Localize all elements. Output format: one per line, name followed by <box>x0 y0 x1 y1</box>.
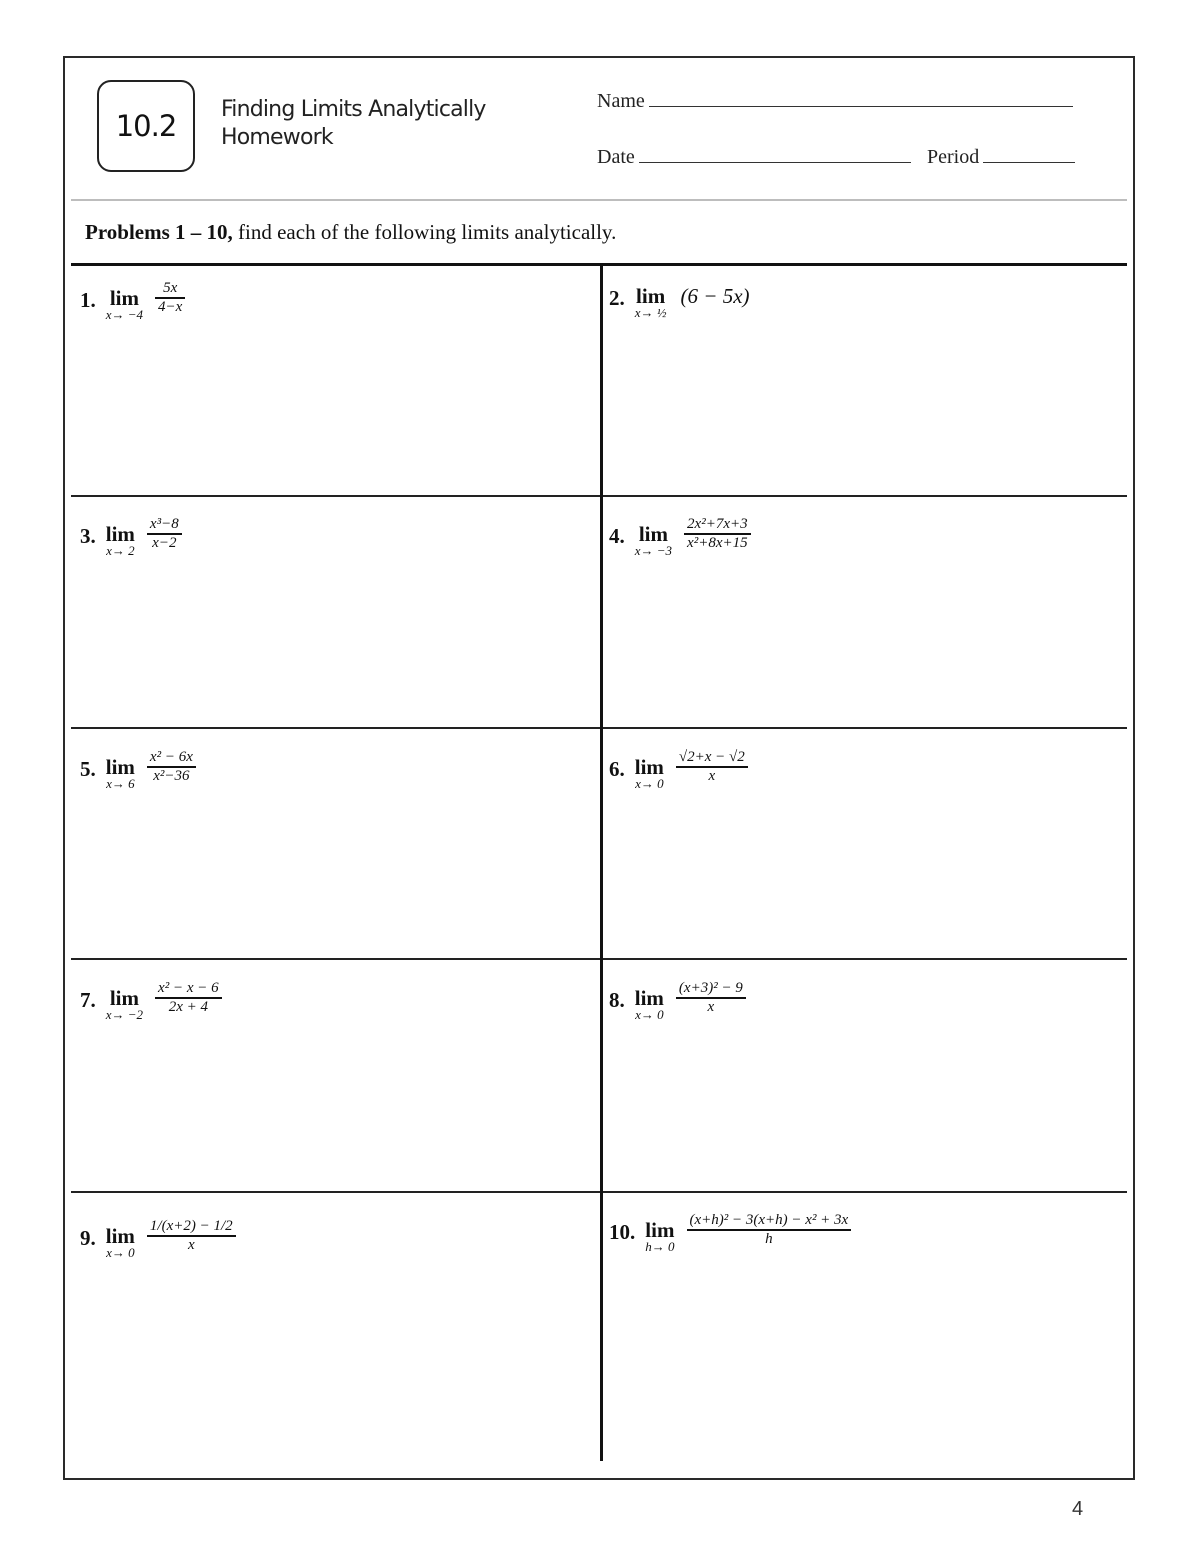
lim-word: lim <box>105 1224 135 1248</box>
row-divider <box>71 958 1127 960</box>
instructions <box>85 220 616 245</box>
denominator: 2x + 4 <box>168 999 208 1015</box>
problem-9 <box>80 1218 236 1260</box>
problem-number: 7. <box>80 988 96 1012</box>
numerator: 5x <box>155 280 185 299</box>
limit-operator <box>106 1226 135 1260</box>
lim-word: lim <box>105 755 135 779</box>
fraction <box>147 516 182 552</box>
denominator: x <box>708 768 716 784</box>
lim-approach: x→ −3 <box>634 543 673 558</box>
date-line[interactable] <box>639 146 911 163</box>
numerator: (x+3)² − 9 <box>676 980 746 999</box>
problem-number: 9. <box>80 1226 96 1250</box>
problem-4 <box>609 516 751 558</box>
lim-approach: x→ 2 <box>106 543 135 558</box>
period-line[interactable] <box>983 146 1075 163</box>
period-field[interactable] <box>927 146 1075 169</box>
problem-number: 8. <box>609 988 625 1012</box>
numerator: x² − x − 6 <box>155 980 222 999</box>
fraction <box>155 280 185 316</box>
fraction <box>676 749 748 785</box>
problem-number: 6. <box>609 757 625 781</box>
name-field[interactable] <box>597 90 1073 113</box>
problem-number: 3. <box>80 524 96 548</box>
problem-1 <box>80 280 185 322</box>
lim-word: lim <box>634 755 664 779</box>
name-line[interactable] <box>649 90 1073 107</box>
fraction <box>147 749 196 785</box>
numerator: (x+h)² − 3(x+h) − x² + 3x <box>687 1212 852 1231</box>
name-label: Name <box>597 90 645 112</box>
problem-7 <box>80 980 222 1022</box>
row-divider <box>71 727 1127 729</box>
limit-operator <box>635 286 667 320</box>
worksheet-header <box>65 58 1133 198</box>
instructions-text: find each of the following limits analytically. <box>232 220 617 244</box>
problem-number: 2. <box>609 286 625 310</box>
denominator: x <box>707 999 715 1015</box>
lim-word: lim <box>634 986 664 1010</box>
problem-number: 5. <box>80 757 96 781</box>
problem-number: 10. <box>609 1220 636 1244</box>
date-label: Date <box>597 146 635 168</box>
lim-word: lim <box>638 522 668 546</box>
limit-operator <box>645 1220 674 1254</box>
lim-word: lim <box>636 284 666 308</box>
problem-2 <box>609 286 750 320</box>
expression: (6 − 5x) <box>680 284 750 308</box>
lim-approach: x→ 0 <box>635 776 664 791</box>
limit-operator <box>635 524 672 558</box>
lim-word: lim <box>109 986 139 1010</box>
limit-operator <box>635 988 664 1022</box>
column-divider <box>600 265 603 1461</box>
problem-10 <box>609 1212 851 1254</box>
numerator: x³−8 <box>147 516 182 535</box>
grid-top-border <box>71 263 1127 266</box>
lim-approach: h→ 0 <box>645 1239 675 1254</box>
limit-operator <box>106 288 143 322</box>
numerator: √2+x − √2 <box>676 749 748 768</box>
lim-approach: x→ −4 <box>105 307 144 322</box>
problem-5 <box>80 749 196 791</box>
numerator: 1/(x+2) − 1/2 <box>147 1218 236 1237</box>
lim-approach: x→ 0 <box>106 1245 135 1260</box>
lim-approach: x→ 0 <box>635 1007 664 1022</box>
problem-number: 4. <box>609 524 625 548</box>
denominator: h <box>765 1231 773 1247</box>
header-divider <box>71 199 1127 201</box>
limit-operator <box>635 757 664 791</box>
lim-word: lim <box>645 1218 675 1242</box>
denominator: x²+8x+15 <box>687 535 748 551</box>
section-badge: 10.2 <box>97 80 195 172</box>
title-line-1: Finding Limits Analytically <box>221 97 486 122</box>
fraction <box>155 980 222 1016</box>
problem-8 <box>609 980 746 1022</box>
lim-approach: x→ −2 <box>105 1007 144 1022</box>
fraction <box>687 1212 852 1248</box>
limit-operator <box>106 988 143 1022</box>
limit-operator <box>106 524 135 558</box>
date-field[interactable] <box>597 146 911 169</box>
lim-approach: x→ ½ <box>634 305 667 320</box>
denominator: x−2 <box>152 535 177 551</box>
limit-operator <box>106 757 135 791</box>
problem-number: 1. <box>80 288 96 312</box>
fraction <box>676 980 746 1016</box>
problem-6 <box>609 749 748 791</box>
lim-approach: x→ 6 <box>106 776 135 791</box>
title-line-2: Homework <box>221 125 333 150</box>
denominator: 4−x <box>158 299 183 315</box>
numerator: 2x²+7x+3 <box>684 516 751 535</box>
row-divider <box>71 1191 1127 1193</box>
problem-3 <box>80 516 182 558</box>
lim-word: lim <box>105 522 135 546</box>
fraction <box>147 1218 236 1254</box>
row-divider <box>71 495 1127 497</box>
denominator: x²−36 <box>153 768 190 784</box>
denominator: x <box>187 1237 195 1253</box>
worksheet-title <box>221 96 551 152</box>
page-number: 4 <box>1072 1498 1084 1520</box>
instructions-bold: Problems 1 – 10, <box>85 220 233 244</box>
lim-word: lim <box>109 286 139 310</box>
period-label: Period <box>927 146 980 168</box>
fraction <box>684 516 751 552</box>
numerator: x² − 6x <box>147 749 196 768</box>
worksheet <box>63 56 1135 1480</box>
